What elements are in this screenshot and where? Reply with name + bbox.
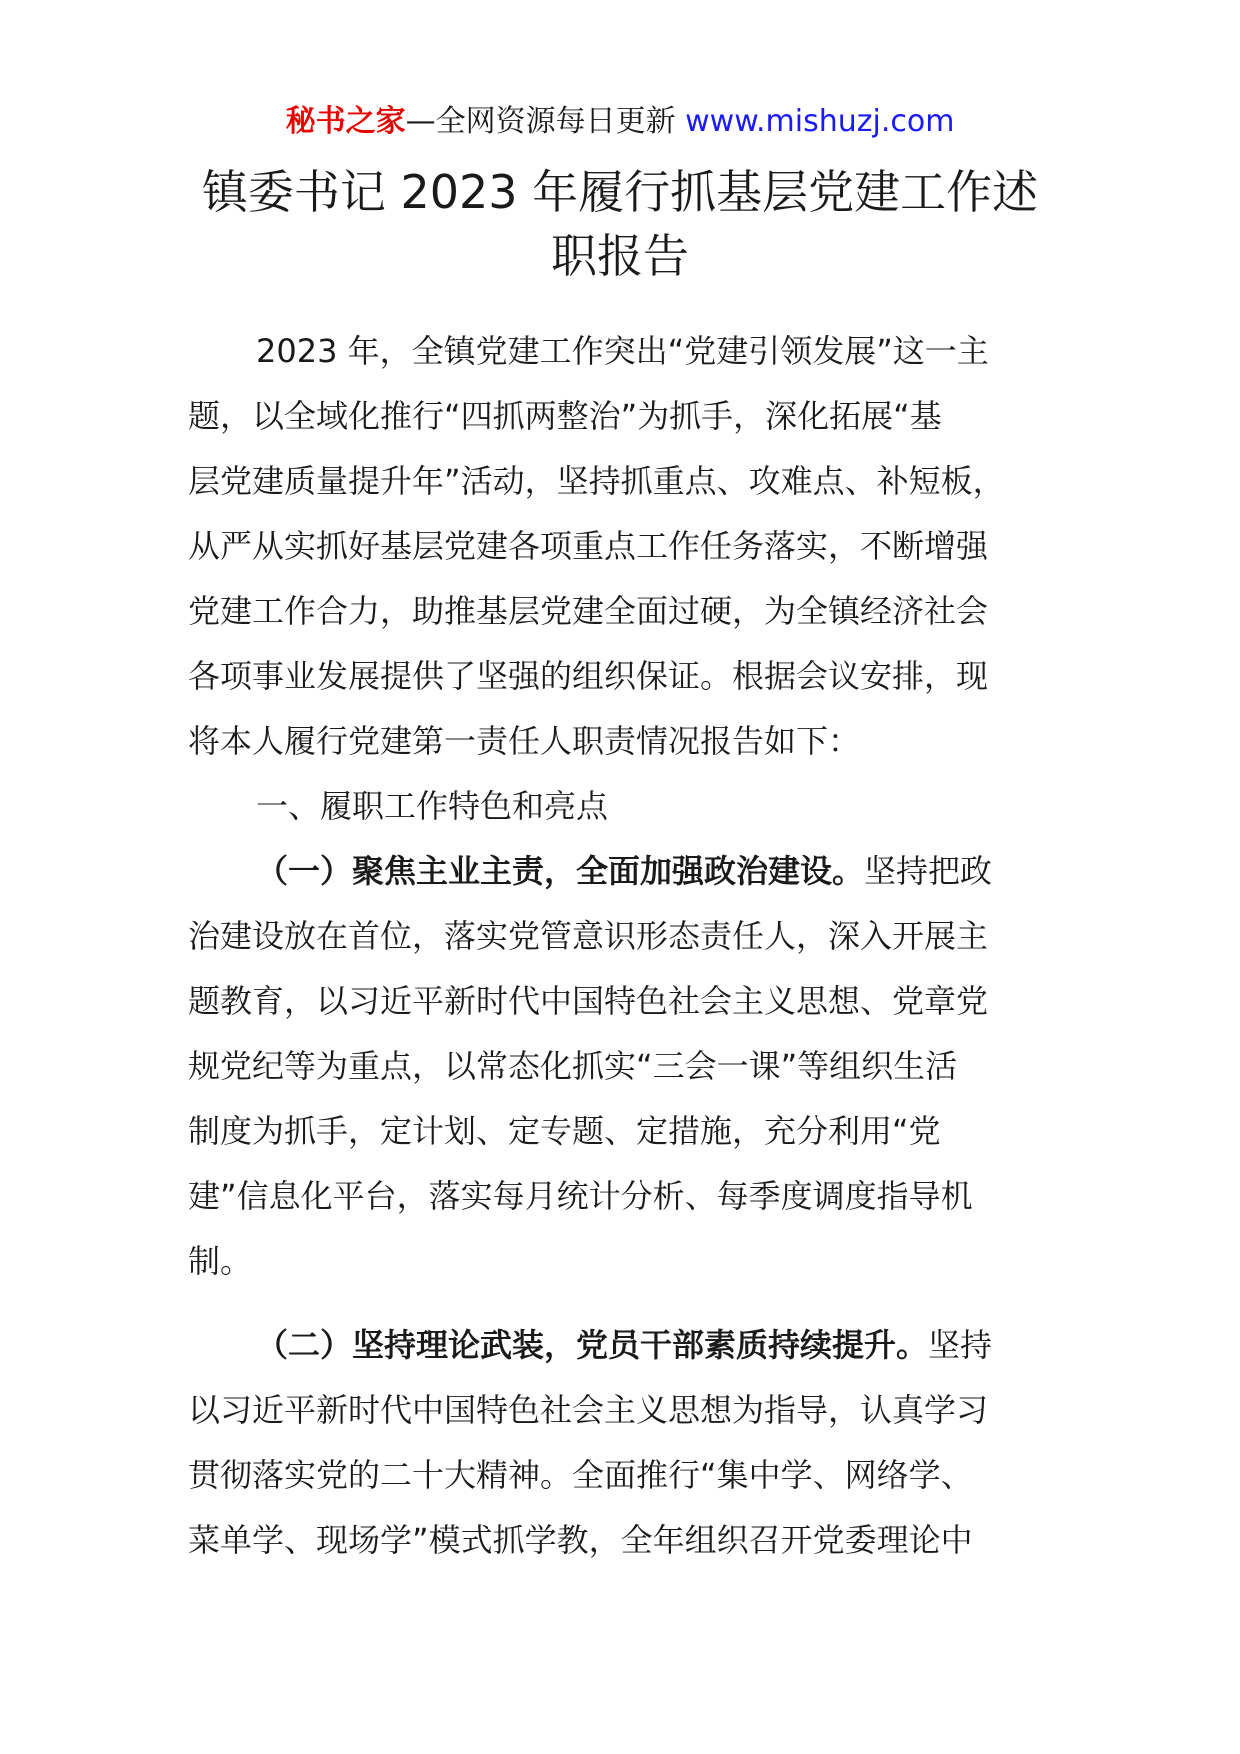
paragraph-intro bbox=[188, 319, 1068, 774]
paragraph-line: 2023 年，全镇党建工作突出“党建引领发展”这一主 bbox=[256, 332, 989, 370]
body-block-1 bbox=[188, 319, 1068, 1294]
paragraph-line: 贯彻落实党的二十大精神。全面推行“集中学、网络学、 bbox=[188, 1456, 973, 1494]
paragraph-political-building bbox=[188, 839, 1068, 1294]
paragraph-line: 以习近平新时代中国特色社会主义思想为指导，认真学习 bbox=[188, 1391, 989, 1429]
paragraph-line: 菜单学、现场学”模式抓学教，全年组织召开党委理论中 bbox=[188, 1521, 973, 1559]
header-tagline: —全网资源每日更新 bbox=[405, 104, 686, 139]
paragraph-line: 题，以全域化推行“四抓两整治”为抓手，深化拓展“基 bbox=[188, 397, 942, 435]
paragraph-line: 制度为抓手，定计划、定专题、定措施，充分利用“党 bbox=[188, 1112, 941, 1150]
paragraph-line: 制。 bbox=[188, 1242, 253, 1280]
title-line-2: 职报告 bbox=[551, 229, 689, 283]
paragraph-theory-study bbox=[188, 1313, 1068, 1573]
subsection-heading: （二）坚持理论武装，党员干部素质持续提升。 bbox=[256, 1326, 929, 1364]
subsection-heading: （一）聚焦主业主责，全面加强政治建设。 bbox=[256, 852, 865, 890]
paragraph-line: 规党纪等为重点，以常态化抓实“三会一课”等组织生活 bbox=[188, 1047, 958, 1085]
paragraph-line: 建”信息化平台，落实每月统计分析、每季度调度指导机 bbox=[188, 1177, 973, 1215]
paragraph-line: 党建工作合力，助推基层党建全面过硬，为全镇经济社会 bbox=[188, 592, 989, 630]
document-title bbox=[180, 160, 1060, 288]
paragraph-line bbox=[188, 839, 1068, 904]
site-url-link[interactable]: www.mishuzj.com bbox=[685, 104, 955, 139]
paragraph-line: 将本人履行党建第一责任人职责情况报告如下： bbox=[188, 722, 861, 760]
section-heading: 一、履职工作特色和亮点 bbox=[256, 787, 609, 825]
paragraph-line: 层党建质量提升年”活动，坚持抓重点、攻难点、补短板， bbox=[188, 462, 1005, 500]
paragraph-text: 坚持 bbox=[928, 1326, 993, 1364]
paragraph-line: 治建设放在首位，落实党管意识形态责任人，深入开展主 bbox=[188, 917, 989, 955]
body-block-2 bbox=[188, 1313, 1068, 1573]
title-line-1: 镇委书记 2023 年履行抓基层党建工作述 bbox=[201, 165, 1039, 219]
paragraph-line: 各项事业发展提供了坚强的组织保证。根据会议安排，现 bbox=[188, 657, 989, 695]
paragraph-text: 坚持把政 bbox=[864, 852, 993, 890]
site-header bbox=[0, 100, 1240, 144]
paragraph-line: 从严从实抓好基层党建各项重点工作任务落实，不断增强 bbox=[188, 527, 989, 565]
paragraph-line: 题教育，以习近平新时代中国特色社会主义思想、党章党 bbox=[188, 982, 989, 1020]
paragraph-line bbox=[188, 1313, 1068, 1378]
brand-name: 秘书之家 bbox=[285, 104, 406, 139]
